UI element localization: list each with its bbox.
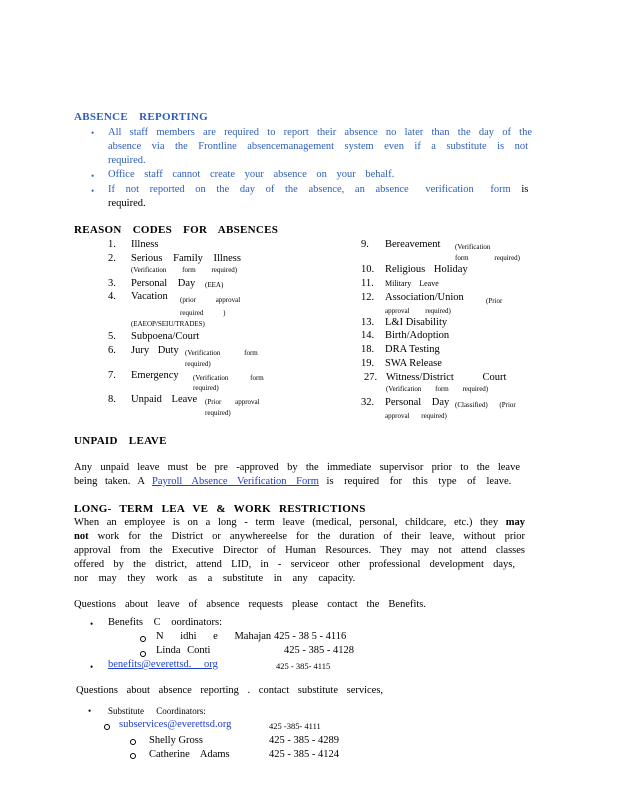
reason-code-item: 32. — [361, 397, 375, 408]
absence-bullet-1-line-2: absence via the Frontline absencemanagement system even if a substitute is not — [108, 141, 528, 152]
reason-code-label: Subpoena/Court — [131, 331, 200, 342]
bullet-icon: • — [91, 128, 95, 138]
reason-code-note: (Verification form required) — [455, 243, 521, 262]
unpaid-leave-text: being taken. A — [74, 476, 145, 487]
contact-name: Shelly Gross — [149, 735, 203, 746]
reason-code-item: 1. — [108, 239, 116, 250]
reason-code-item: 2. — [108, 253, 116, 264]
reason-code-note: (Verification form required) — [193, 374, 264, 392]
reason-code-note: (EAEOP/SEIU/TRADES) — [131, 320, 205, 328]
substitute-coordinators-label: Substitute Coordinators: — [108, 706, 206, 716]
contact-name: Catherine Adams — [149, 749, 230, 760]
circle-bullet-icon — [104, 724, 110, 730]
circle-bullet-icon — [130, 739, 136, 745]
subservices-email-link[interactable]: subservices@everettsd.org — [119, 719, 232, 730]
absence-bullet-1-line-3: required. — [108, 155, 146, 166]
long-term-leave-heading: LONG- TERM LEA VE & WORK RESTRICTIONS — [74, 503, 366, 515]
reason-code-item: 9. — [361, 239, 369, 250]
absence-reporting-heading: ABSENCE REPORTING — [74, 111, 209, 123]
long-term-leave-line-4: offered by the district, attend LID, in - serviceor other professional development days, — [74, 559, 515, 570]
circle-bullet-icon — [130, 753, 136, 759]
reason-code-item: 8. — [108, 394, 116, 405]
reason-code-label: Bereavement — [385, 239, 441, 250]
contact-phone: 425 - 385- 4115 — [276, 661, 331, 671]
reason-code-label: Jury Duty — [131, 345, 179, 356]
reason-code-note: (Prior approval required) — [205, 398, 260, 417]
reason-code-note: (Verification form required) — [131, 266, 238, 274]
long-term-leave-emphasis: may — [505, 517, 526, 528]
reason-code-label: Religious Holiday — [385, 264, 468, 275]
absence-bullet-1-line-1: All staff members are required to report their absence no later than the day of the — [108, 127, 532, 138]
contact-phone: 425 -385- 4111 — [269, 721, 321, 731]
reason-code-label: Vacation — [131, 291, 168, 302]
bullet-icon: • — [88, 706, 92, 716]
reason-code-note: (Classified) (Prior approval required) — [385, 401, 516, 420]
reason-code-item: 11. — [361, 278, 374, 289]
long-term-leave-text: When an employee is on a long - term leave (medical, personal, childcare, etc.) they — [74, 517, 499, 528]
reason-code-note: (prior approval required ) — [180, 296, 241, 317]
reason-code-item: 12. — [361, 292, 375, 303]
unpaid-leave-heading: UNPAID LEAVE — [74, 435, 167, 447]
contact-phone: 425 - 385 - 4289 — [269, 735, 339, 746]
substitute-questions-text: Questions about absence reporting . contact substitute services, — [76, 685, 384, 696]
reason-code-label: Personal Day — [385, 397, 450, 408]
reason-code-label: Birth/Adoption — [385, 330, 450, 341]
absence-bullet-3-line-2: required. — [108, 198, 146, 209]
reason-code-label: Personal Day — [131, 278, 196, 289]
contact-name: N idhi e Mahajan — [156, 631, 272, 642]
reason-code-label: Military Leave — [385, 279, 439, 288]
reason-code-label: L&I Disability — [385, 317, 448, 328]
reason-code-item: 18. — [361, 344, 375, 355]
benefits-coordinators-label: Benefits C oordinators: — [108, 617, 222, 628]
contact-phone: 425 - 38 5 - 4116 — [274, 631, 347, 642]
reason-code-label: SWA Release — [385, 358, 442, 369]
reason-code-label: Unpaid Leave — [131, 394, 198, 405]
long-term-leave-line-3: approval from the Executive Director of Human Resources. They may not attend classes — [74, 545, 525, 556]
reason-code-label: DRA Testing — [385, 344, 440, 355]
bullet-icon: • — [91, 171, 95, 181]
unpaid-leave-line-1: Any unpaid leave must be pre -approved by the immediate supervisor prior to the leave — [74, 462, 520, 473]
reason-code-note: (Prior approval required) — [385, 297, 503, 315]
reason-code-label: Serious Family Illness — [131, 253, 241, 264]
bullet-icon: • — [91, 186, 95, 196]
reason-code-item: 5. — [108, 331, 116, 342]
payroll-absence-verification-form-link[interactable]: Payroll Absence Verification Form — [152, 476, 319, 487]
long-term-leave-line-5: nor may they work as a substitute in any capacity. — [74, 573, 356, 584]
long-term-leave-emphasis: not — [74, 531, 89, 542]
reason-code-item: 7. — [108, 370, 116, 381]
reason-codes-heading: REASON CODES FOR ABSENCES — [74, 224, 279, 236]
reason-code-item: 14. — [361, 330, 375, 341]
reason-code-item: 3. — [108, 278, 116, 289]
benefits-questions-text: Questions about leave of absence requests please contact the Benefits. — [74, 599, 426, 610]
reason-code-item: 10. — [361, 264, 375, 275]
contact-name: Linda Conti — [156, 645, 211, 656]
reason-code-note: (EEA) — [205, 281, 224, 289]
absence-verification-form-link[interactable]: absence verification form — [375, 184, 511, 195]
bullet-icon: • — [90, 662, 94, 672]
reason-code-label: Illness — [131, 239, 159, 250]
reason-code-label: Emergency — [131, 370, 179, 381]
reason-code-item: 13. — [361, 317, 375, 328]
bullet-icon: • — [90, 619, 94, 629]
reason-code-note: (Verification form required) — [386, 385, 489, 393]
benefits-email-link[interactable]: benefits@everettsd. org — [108, 659, 218, 670]
circle-bullet-icon — [140, 636, 146, 642]
reason-code-item: 4. — [108, 291, 116, 302]
reason-code-item: 6. — [108, 345, 116, 356]
contact-phone: 425 - 385 - 4128 — [284, 645, 354, 656]
reason-code-item: 27. — [364, 372, 378, 383]
reason-code-label: Association/Union — [385, 292, 464, 303]
absence-bullet-3-suffix: is — [521, 184, 529, 195]
absence-bullet-2: Office staff cannot create your absence on your behalf. — [108, 169, 395, 180]
contact-phone: 425 - 385 - 4124 — [269, 749, 339, 760]
long-term-leave-text: work for the District or anywhereelse for the duration of their leave, without prior — [97, 531, 525, 542]
circle-bullet-icon — [140, 651, 146, 657]
reason-code-label: Witness/District Court — [386, 372, 507, 383]
reason-code-note: (Verification form required) — [185, 349, 258, 368]
unpaid-leave-text-suffix: is required for this type of leave. — [326, 476, 512, 487]
reason-code-item: 19. — [361, 358, 375, 369]
absence-bullet-3-text: If not reported on the day of the absence, an — [108, 184, 365, 195]
